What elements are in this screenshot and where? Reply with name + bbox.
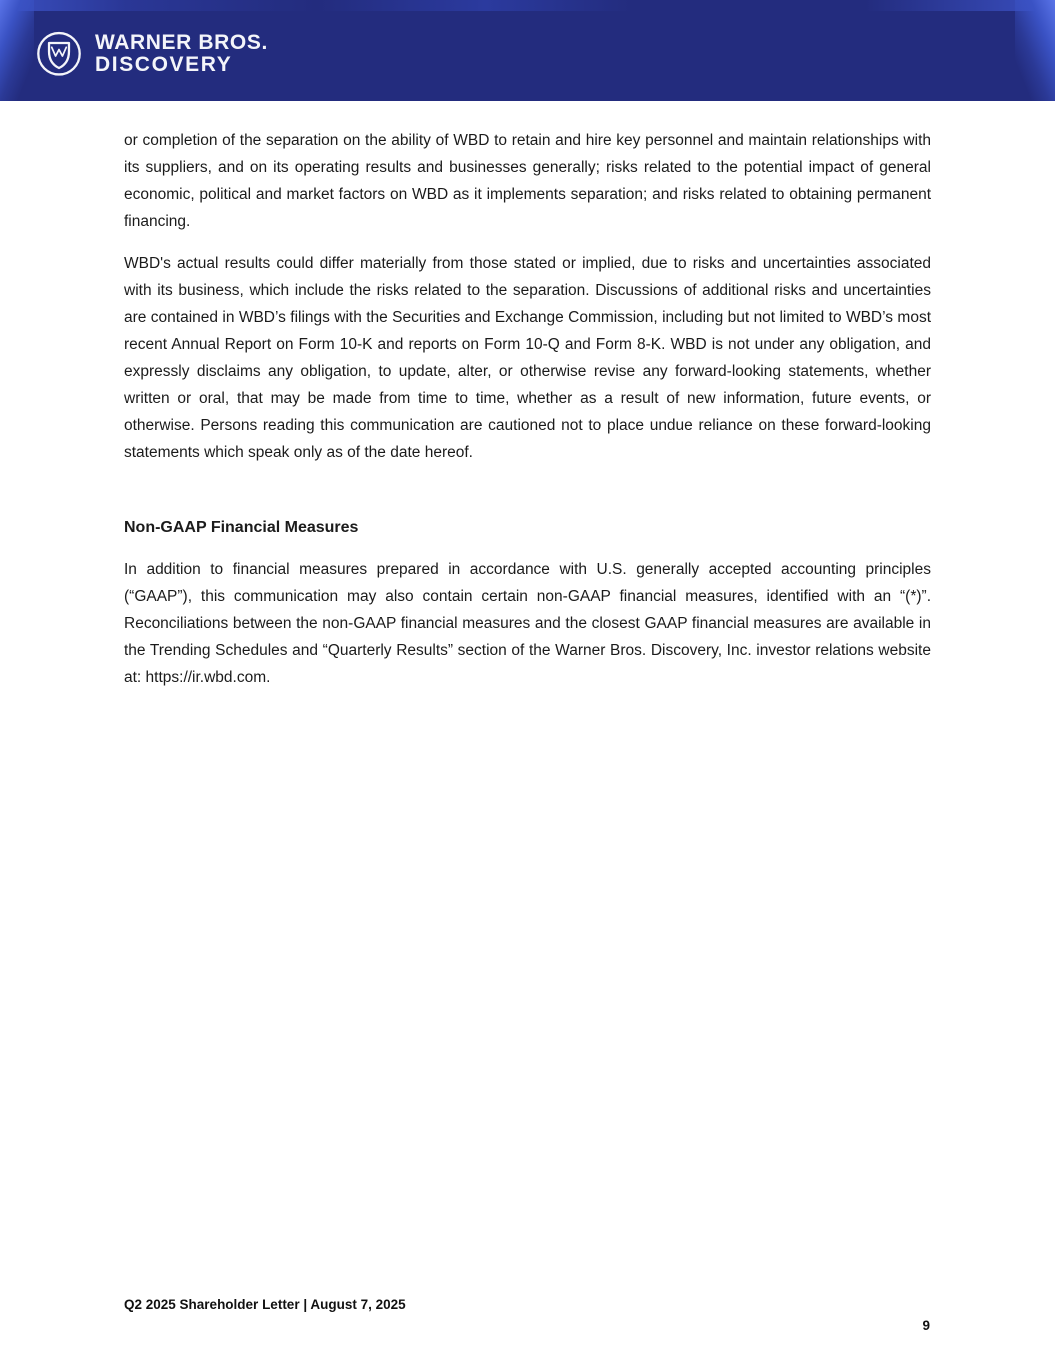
paragraph-separation-risks: or completion of the separation on the ability of WBD to retain and hire key personnel and maintain relationships with its suppliers, and on its operating results and businesses generally; risks related to the potential impact of general economic, political and market factors on WBD as it implements separation; and risks related to obtaining permanent financing. bbox=[124, 132, 931, 230]
wbd-logo bbox=[36, 30, 268, 76]
document-body bbox=[124, 101, 931, 706]
header-banner bbox=[0, 0, 1055, 101]
brand-line1: WARNER BROS. bbox=[95, 30, 268, 54]
brand-line2: DISCOVERY bbox=[95, 52, 233, 76]
section-heading-non-gaap: Non-GAAP Financial Measures bbox=[124, 519, 359, 536]
brand-wordmark bbox=[95, 31, 268, 75]
footer-document-title: Q2 2025 Shareholder Letter | August 7, 2025 bbox=[124, 1297, 406, 1312]
paragraph-forward-looking-statements: WBD's actual results could differ materially from those stated or implied, due to risks and uncertainties associated with its business, which include the risks related to the separation. Discussions of additional risks and uncertainties are contained in WBD’s filings with the Securities and Exchange Commission, including but not limited to WBD’s most recent Annual Report on Form 10-K and reports on Form 10-Q and Form 8-K. WBD is not under any obligation, and expressly disclaims any obligation, to update, alter, or otherwise revise any forward-looking statements, whether written or oral, that may be made from time to time, whether as a result of new information, future events, or otherwise. Persons reading this communication are cautioned not to place undue reliance on these forward-looking statements which speak only as of the date hereof. bbox=[124, 255, 931, 461]
banner-top-strip bbox=[0, 0, 1055, 11]
banner-decoration-left bbox=[0, 0, 34, 101]
page-number: 9 bbox=[922, 1318, 930, 1333]
banner-decoration-right bbox=[1015, 0, 1055, 101]
wb-shield-icon bbox=[36, 30, 82, 76]
paragraph-non-gaap-measures: In addition to financial measures prepared in accordance with U.S. generally accepted accounting principles (“GAAP”), this communication may also contain certain non-GAAP financial measures, identified with an “(*)”. Reconciliations between the non-GAAP financial measures and the closest GAAP financial measures are available in the Trending Schedules and “Quarterly Results” section of the Warner Bros. Discovery, Inc. investor relations website at: https://ir.wbd.com. bbox=[124, 561, 931, 686]
